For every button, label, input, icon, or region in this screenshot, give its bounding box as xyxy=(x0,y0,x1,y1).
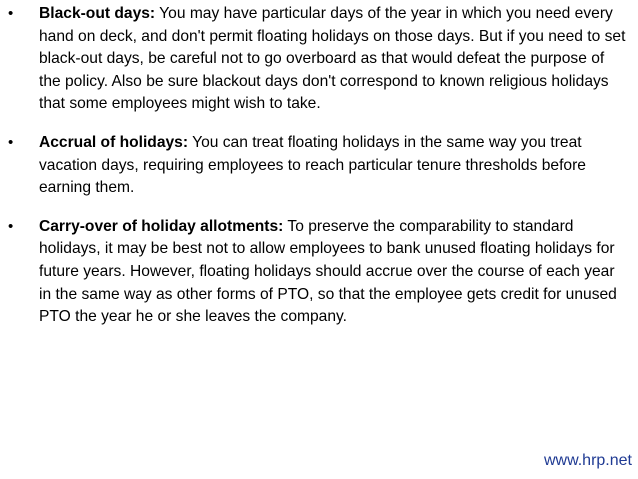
bullet-text: To preserve the comparability to standard holidays, it may be best not to allow employees to bank unused floating holidays for future years. However, floating holidays should accrue over the course of each year in the same way as other forms of PTO, so that the employee gets credit for unused PTO the year he or she leaves the company. xyxy=(39,217,617,326)
bullet-list xyxy=(0,3,638,329)
bullet-icon: • xyxy=(8,217,14,235)
bullet-text: You can treat floating holidays in the same way you treat vacation days, requiring employees to reach particular tenure thresholds before earning them. xyxy=(39,133,586,197)
bullet-text: You may have particular days of the year in which you need every hand on deck, and don't permit floating holidays on those days. But if you need to set black-out days, be careful not to go overboard as that would defeat the purpose of the policy. Also be sure blackout days don't correspond to known religious holidays that some employees might wish to take. xyxy=(39,5,626,113)
website-link[interactable]: www.hrp.net xyxy=(543,452,632,469)
bullet-icon: • xyxy=(8,133,14,151)
bullet-item-black-out-days xyxy=(0,3,638,116)
bullet-term: Black-out days: xyxy=(39,5,156,22)
bullet-item-accrual-of-holidays xyxy=(0,132,638,200)
bullet-term: Accrual of holidays: xyxy=(39,133,189,151)
bullet-item-carry-over xyxy=(0,216,638,329)
bullet-term: Carry-over of holiday allotments: xyxy=(39,217,284,235)
bullet-icon: • xyxy=(8,5,14,22)
